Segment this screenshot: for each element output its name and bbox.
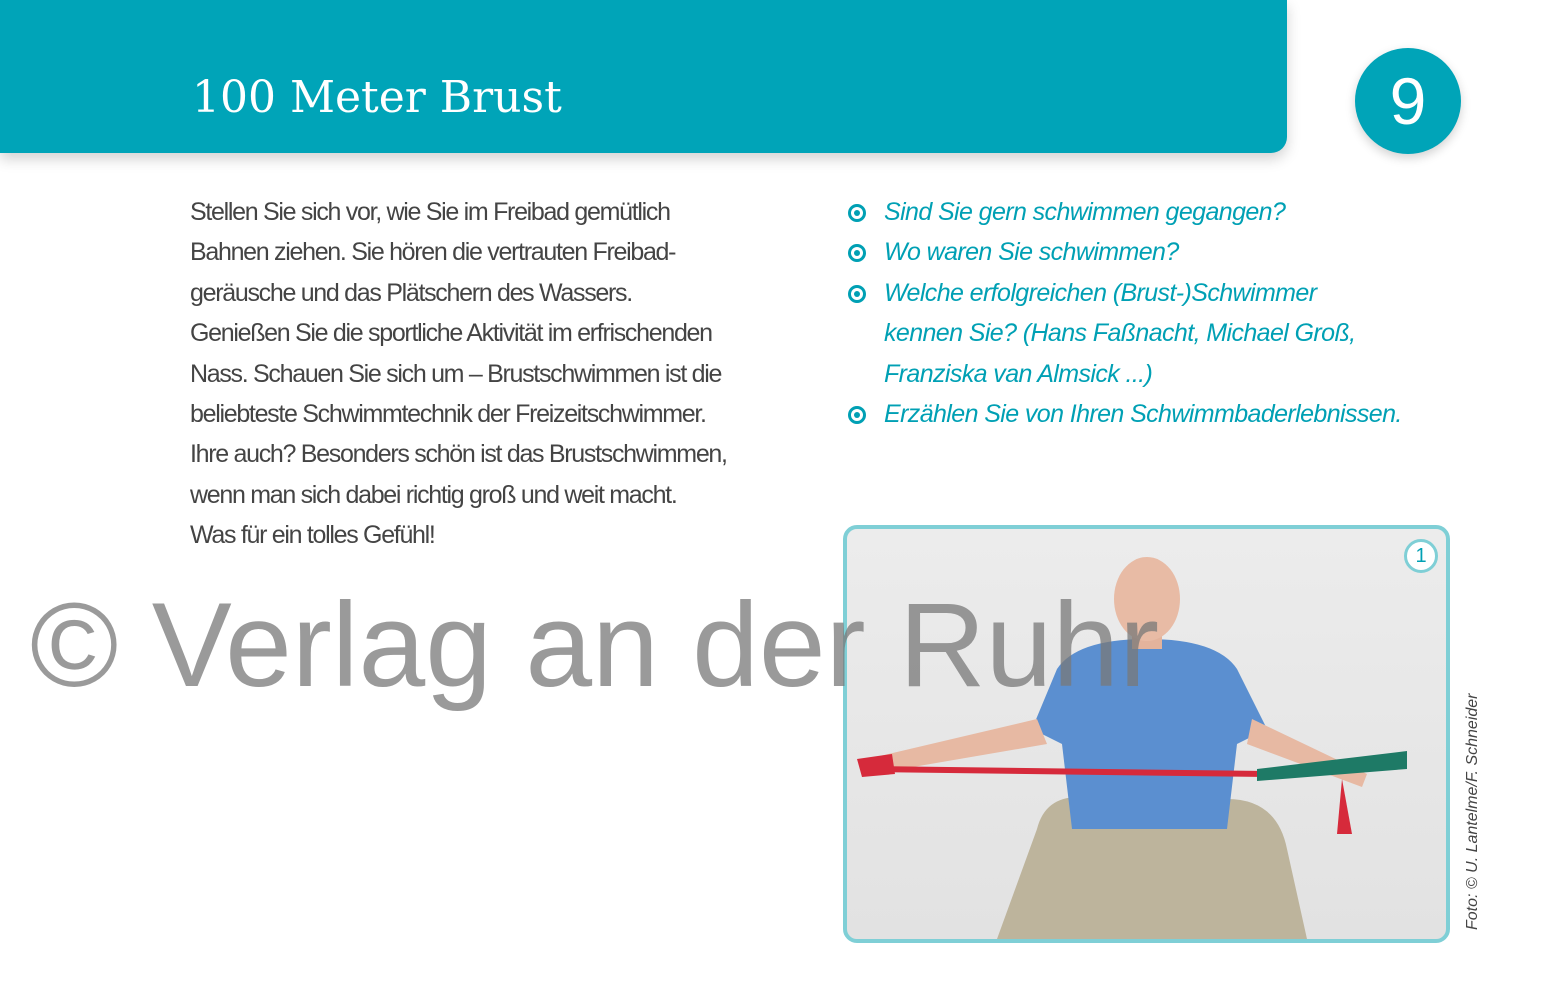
bullet-icon: [848, 204, 866, 222]
question-list: [846, 192, 1496, 434]
paragraph-line: Ihre auch? Besonders schön ist das Brustschwimmen,: [190, 440, 727, 469]
intro-paragraph: [190, 192, 810, 556]
paragraph-line: Stellen Sie sich vor, wie Sie im Freibad gemütlich: [190, 198, 670, 226]
paragraph-line: Was für ein tolles Gefühl!: [190, 521, 435, 550]
paragraph-line: beliebteste Schwimmtechnik der Freizeitschwimmer.: [190, 400, 706, 429]
paragraph-line: wenn man sich dabei richtig groß und weit macht.: [190, 480, 677, 509]
question-text: kennen Sie? (Hans Faßnacht, Michael Groß,: [884, 319, 1356, 348]
question-item: [846, 273, 1496, 394]
paragraph-line: Bahnen ziehen. Sie hören die vertrauten Freibad-: [190, 238, 676, 267]
paragraph-line: geräusche und das Plätschern des Wassers.: [190, 278, 632, 307]
card-number-badge: 9: [1355, 48, 1461, 154]
paragraph-line: Genießen Sie die sportliche Aktivität im erfrischenden: [190, 319, 712, 348]
question-text: Wo waren Sie schwimmen?: [884, 238, 1179, 267]
question-item: [846, 192, 1496, 232]
question-item: [846, 232, 1496, 272]
bullet-icon: [848, 406, 866, 424]
watermark: © Verlag an der Ruhr: [30, 578, 1160, 712]
paragraph-line: Nass. Schauen Sie sich um – Brustschwimmen ist die: [190, 359, 722, 388]
bullet-icon: [848, 244, 866, 262]
question-item: [846, 394, 1496, 434]
header-bar: [0, 0, 1287, 153]
page-title: 100 Meter Brust: [192, 72, 562, 123]
question-text: Sind Sie gern schwimmen gegangen?: [884, 198, 1286, 226]
question-text: Welche erfolgreichen (Brust-)Schwimmer: [884, 278, 1317, 307]
question-text: Erzählen Sie von Ihren Schwimmbaderlebnissen.: [884, 400, 1402, 429]
bullet-icon: [848, 285, 866, 303]
question-text: Franziska van Almsick ...): [884, 359, 1153, 388]
photo-number-badge: 1: [1404, 539, 1438, 573]
photo-credit: Foto: © U. Lantelme/F. Schneider: [1464, 693, 1481, 930]
